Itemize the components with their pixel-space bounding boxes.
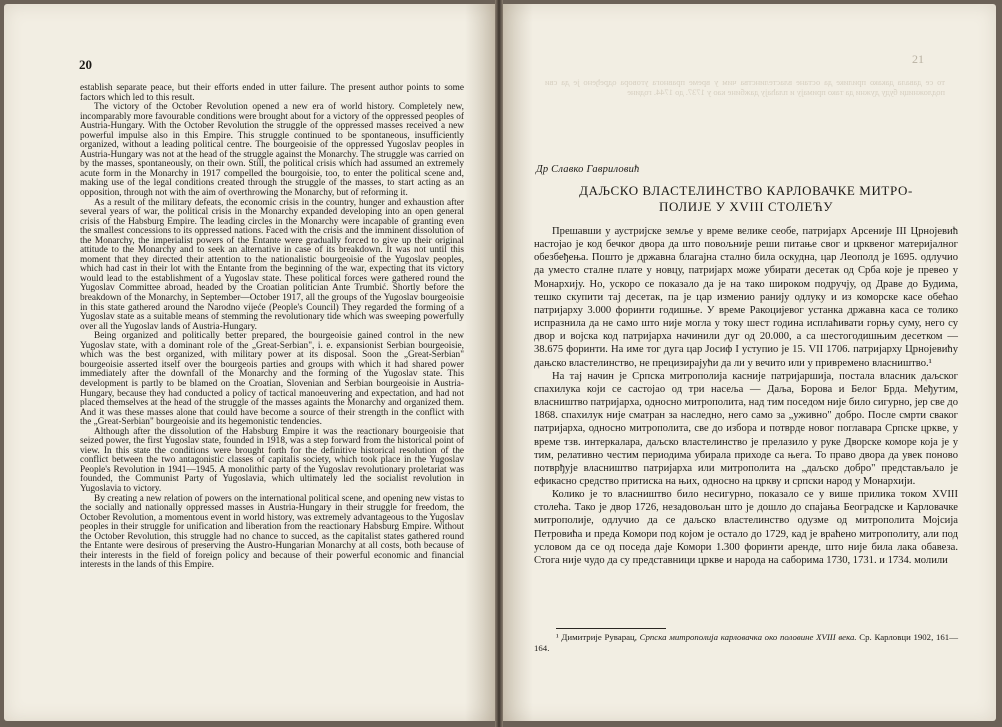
left-paragraph: Although after the dissolution of the Habsburg Empire it was the reactionary bourgeoisie that seized power, the first Yugoslav state, founded in 1918, was a step forward from the historical point of view. In this state the conditions were brought forth for the definitive historical resolution of the conflict between the two antagonistic classes of capitalis society, which took place in the Yugoslav People's Revolution in 1941—1945. A monolithic party of the Yugoslav revolutionary proletariat was founded, the Communist Party of Yugoslavia, which ultimately led the socialist revolution in Yugoslavia to victory. bbox=[80, 426, 464, 494]
book-gutter bbox=[495, 0, 503, 727]
left-page-number: 20 bbox=[79, 57, 92, 72]
article-author: Др Славко Гавриловић bbox=[536, 164, 640, 175]
right-page-number: 21 bbox=[912, 52, 924, 66]
footnote-rule bbox=[556, 628, 666, 629]
left-paragraph: As a result of the military defeats, the economic crisis in the country, hunger and exhaustion after several years of war, the political crisis in the Monarchy expanded developing into an open general crisis of the Habsburg Empire. The leading circles in the Monarchy were incapable of granting even the smallest concessions to its oppressed nations. Faced with the crisis and the imminent dissolution of the Monarchy, the imperialist powers of the Entante were gradually forced to give up their original attitude to the Monarchy and to seek an alternative in case of its breakdown. It was not until this moment that they directed their attention to the nationalistic bourgeoisie of the Yugoslav peoples, which had cast in their lot with the Entante from the beginning of the war, expecting that its victory would lead to the establishment of a Yugoslav state. These political forces were gathered round the Yugoslav Committee abroad, headed by the Croatian politician Ante Trumbić. Shortly before the breakdown of the Monarchy, in September—October 1917, all the groups of the Yugoslav bourgeoisie in this state gathered around the Narodno vijeće (People's Council) They regarded the forming of a Yugoslav state as a suitable means of stemming the revolutionary tide which was sweeping powerfully over all the Yugoslav lands of Austria-Hungary. bbox=[80, 197, 464, 332]
left-paragraph: The victory of the October Revolution opened a new era of world history. Completely new, incomparably more favourable conditions were brought about for a victory of the oppressed peoples of Austria-Hungary. With the October Revolution the struggle of the oppressed masses received a new powerful impulse also in this Empire. This struggle continued to be spontaneous, insufficiently organized, without a leading political centre. The bourgeoisie of the oppressed Yugoslav peoples in Austria-Hungary was not at the head of the struggle against the Monarchy. The struggle was carried on by the masses, spontaneously, on their own. Still, the political crisis which had assumed an extremely acute form in the Monarchy in 1917 compelled the bourgoisie, too, to enter the political scene and, making use of the legal conditions created through the struggle of the masses, to start acting as an opposition, through not with the aim of overthrowing the Monarchy, but of reforming it. bbox=[80, 102, 464, 199]
article-title-line: ДАЉСКО ВЛАСТЕЛИНСТВО КАРЛОВАЧКЕ МИТРО- bbox=[579, 183, 913, 198]
left-paragraph: By creating a new relation of powers on the international political scene, and opening new vistas to the socially and nationally oppressed masses in Austria-Hungary in their struggle for freedom, the October Revolution, a momentous event in world history, was extremely advantageous to the Yugoslav peoples in their struggle for unification and liberation from the reactionary Habsburg Empire. Without the October Revolution, this struggle had no chance to succed, as the capitalist states gathered round the Entante were desirous of preserving the Austro-Hungarian Monarchy at all costs, both because of their interests in the field of foreign policy and because of their powerful economic and financial interests in the lands of this Empire. bbox=[80, 493, 464, 571]
right-paragraph: На тај начин је Српска митрополија касније патријаршија, постала власник даљског спахилука који се састојао од три насеља — Даља, Борова и Белог Брда. Међутим, власништво патријарха, односно митрополита, над тим поседом није било сигурно, јер све до 1868. спахилук није сматран за наследно, него само за „уживно" добро. После смрти сваког патријарха, односно митрополита, све до избора и потврде новог поглавара Српске цркве, у време тзв. интеркалара, даљско властелинство је прелазило у руке Дворске коморе која је у тим, релативно честим периодима убирала приходе са њега. То право двора да увек поново потврђује власништво патријарха или митрополита на „даљско добро" представљало је ефикасно средство притиска на њих, односно на цркву и српски народ у Монархији. bbox=[534, 370, 958, 487]
right-paragraph: Прешавши у аустријске земље у време велике сеобе, патријарх Арсеније III Црнојевић настојао је код бечког двора да што повољније реши питање свог и црквеног материјалног обезбеђења. Пошто је државна благајна стално била оскудна, цар Леополд је 1695. одлучио да уместо сталне плате у новцу, патријарх може убирати десетак од Срба које је превео у Монархију. Но, ускоро се показало да је на тако широком подручју, од Драве до Будима, тешко скупити тај десетак, па је цар изменио ранију одлуку и из коморске касе обећао патријарху 3.000 форинти годишње. У време Ракоцијевог устанка државна каса се толико испразнила да не само што није могла у току шест година исплаћивати горњу суму, него су двор и војска код патријарха начинили дуг од 20.000, а са шестогодишњим десетком — 38.675 форинти. На име тог дуга цар Јосиф I уступио је 15. VII 1706. патријарху Црнојевићу дањско властелинство, не прецизирајући да ли у вечито или у привремено власништво.¹ bbox=[534, 226, 958, 369]
bleed-through-text: то се давала дакако прилике да остане властелинства чим у време правнога уговора одређено је да сви подложници буду дужни да тако примају и плаћају дажбине као у 1737. до 1744. године bbox=[545, 78, 945, 97]
right-page-body bbox=[534, 225, 958, 567]
left-paragraph: Being organized and politically better prepared, the bourgeoisie gained control in the new Yugoslav state, with a dominant role of the „Great-Serbian", i. e. expansionist Serbian bourgeoisie, which was the best organized, with military power at its disposal. Soon the „Great-Serbian" bourgeoisie asserted itself over the bourgeois parties and groups with which it had shared power immediately after the downfall of the Monarchy and the forming of the Yugoslav state. This development is partly to be blamed on the Croatian, Slovenian and Serbian bourgeoisie in Austria-Hungary, because they had conducted a policy of tactical manoeuvering and expectation, and had not placed themselves at the head of the struggle of the masses againts the Monarchy and organized them. And it was these masses alone that could have become a source of their strength in the conflict with the „Great-Serbian" bourgeoisie and its hegemonistic tendencies. bbox=[80, 331, 464, 428]
right-paragraph: Колико је то власништво било несигурно, показало се у више прилика током XVIII столећа. Тако је двор 1726, незадовољан што је дошло до спајања Београдске и Карловачке митрополије, одлучио да се даљско властелинство одузме од митрополита Мојсија Петровића и преда Комори под којом је остало до 1729, кад је враћено митрополиту, али под условом да се од поседа даје Комори 1.300 форинти аренде, што није била лака обавеза. Стога није чудо да су представници цркве и народа на саборима 1730, 1731. и 1734. молили bbox=[534, 489, 958, 566]
footnote-prefix: ¹ Димитрије Руварац, bbox=[556, 632, 640, 642]
left-page-body bbox=[80, 84, 464, 571]
article-title bbox=[536, 183, 956, 215]
left-paragraph: establish separate peace, but their efforts ended in utter failure. The present author points to some factors which led to this result. bbox=[80, 83, 464, 103]
article-title-line: ПОЛИЈЕ У XVIII СТОЛЕЋУ bbox=[658, 199, 834, 214]
footnote bbox=[534, 632, 958, 654]
footnote-title: Српска митрополија карловачка око половине XVIII века. bbox=[639, 632, 857, 642]
left-page bbox=[4, 4, 495, 721]
footnote-suffix: Ср. Карловци 1902, 161—164. bbox=[534, 632, 958, 653]
